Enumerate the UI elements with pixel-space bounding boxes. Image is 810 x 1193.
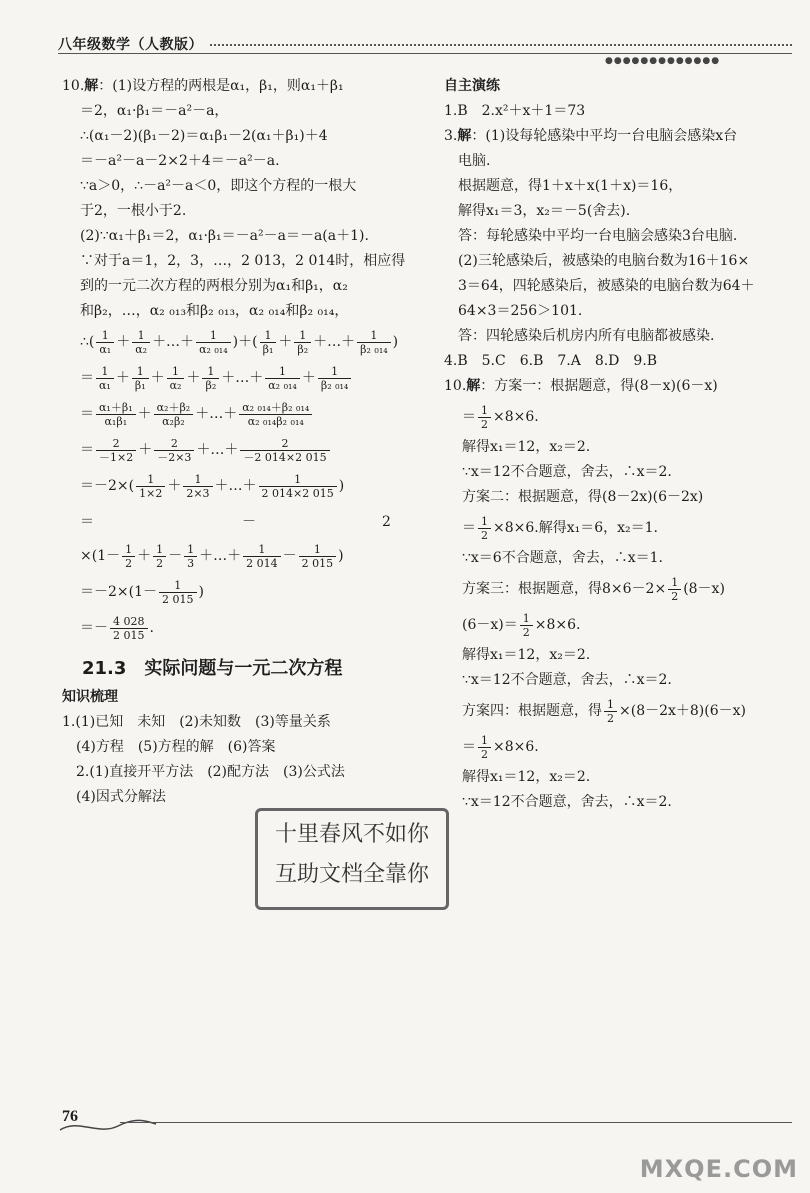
formula-text: ＋ bbox=[167, 478, 182, 494]
text-line: 和β₂，…，α₂ ₀₁₃和β₂ ₀₁₃，α₂ ₀₁₄和β₂ ₀₁₄， bbox=[80, 303, 349, 319]
fraction bbox=[604, 698, 617, 725]
formula-text: ＝－ bbox=[80, 620, 108, 636]
formula-line bbox=[444, 693, 794, 729]
text-line: ∴(α₁－2)(β₁－2)＝α₁β₁－2(α₁＋β₁)＋4 bbox=[80, 128, 328, 144]
numerator: 2 bbox=[240, 437, 329, 451]
formula-text: ＋ bbox=[301, 370, 316, 386]
numerator: 1 bbox=[520, 612, 533, 626]
formula-line bbox=[62, 538, 402, 574]
text-line: 根据题意，得1＋x＋x(1＋x)＝16， bbox=[458, 178, 683, 194]
formula-text: ＋ bbox=[115, 370, 130, 386]
formula-text: )＋( bbox=[232, 334, 258, 350]
fraction bbox=[294, 329, 311, 356]
denominator: α₂ ₀₁₄β₂ ₀₁₄ bbox=[247, 414, 304, 428]
fraction bbox=[240, 437, 329, 464]
formula-text: － bbox=[168, 548, 183, 564]
numerator: 1 bbox=[136, 473, 165, 487]
text-line: 于2，一根小于2. bbox=[80, 203, 187, 219]
text-line: 答：四轮感染后机房内所有电脑都被感染. bbox=[458, 328, 715, 344]
fraction bbox=[132, 365, 149, 392]
denominator: 2 bbox=[522, 625, 530, 639]
numerator: 1 bbox=[604, 698, 617, 712]
denominator: －2 014×2 015 bbox=[243, 450, 327, 464]
fraction bbox=[110, 615, 148, 642]
numerator: 1 bbox=[196, 329, 231, 343]
formula-line bbox=[444, 607, 794, 643]
formula-text: ×(1－ bbox=[80, 548, 121, 564]
stamp-line: 十里春风不如你 bbox=[274, 822, 429, 847]
text-line: 方案二：根据题意，得(8－2x)(6－2x) bbox=[462, 489, 704, 505]
denominator: 2 bbox=[481, 417, 488, 431]
header-rule bbox=[58, 53, 792, 54]
text-line: ∵a＞0，∴－a²－a＜0，即这个方程的一根大 bbox=[80, 178, 357, 194]
text-line: 1.(1)已知 未知 (2)未知数 (3)等量关系 bbox=[62, 714, 331, 730]
fraction bbox=[154, 437, 194, 464]
header-dotted-rule bbox=[210, 44, 792, 46]
formula-text: ＋ bbox=[150, 370, 165, 386]
denominator: 2 bbox=[125, 556, 133, 570]
numerator: 1 bbox=[183, 473, 212, 487]
numerator: 1 bbox=[184, 543, 197, 557]
text-line: ∵x＝12不合题意，舍去，∴x＝2. bbox=[462, 672, 672, 688]
numerator: 2 bbox=[96, 437, 136, 451]
numerator: α₂＋β₂ bbox=[154, 401, 194, 415]
formula-text: ×8×6. bbox=[534, 617, 581, 633]
numerator: 1 bbox=[260, 329, 277, 343]
denominator: β₂ ₀₁₄ bbox=[360, 342, 388, 356]
formula-text: ＋…＋ bbox=[221, 370, 264, 386]
formula-line bbox=[62, 396, 402, 432]
formula-line bbox=[444, 399, 794, 435]
formula-text: ＋ bbox=[137, 406, 152, 422]
page-number: 76 bbox=[62, 1108, 78, 1125]
fraction bbox=[96, 329, 114, 356]
formula-line bbox=[62, 610, 402, 646]
fraction bbox=[184, 543, 197, 570]
text-line: (4)方程 (5)方程的解 (6)答案 bbox=[76, 739, 276, 755]
formula-text: ＝－2×(1－ bbox=[80, 584, 158, 600]
denominator: 1×2 bbox=[139, 486, 163, 500]
fraction bbox=[153, 543, 166, 570]
formula-text: ＋…＋ bbox=[152, 334, 195, 350]
formula-text: ×8×6. bbox=[493, 409, 539, 425]
q10-solve-label: 解 bbox=[84, 78, 99, 94]
numerator: 1 bbox=[96, 329, 114, 343]
formula-text: . bbox=[149, 620, 154, 636]
text-line: 1.B 2.x²＋x＋1＝73 bbox=[444, 103, 586, 119]
denominator: α₂ bbox=[135, 342, 148, 356]
numerator: 1 bbox=[478, 734, 491, 748]
formula-text: ＋…＋ bbox=[214, 478, 257, 494]
left-column bbox=[62, 74, 406, 810]
denominator: α₂ ₀₁₄ bbox=[199, 342, 228, 356]
text-line: 解得x₁＝12，x₂＝2. bbox=[462, 647, 591, 663]
fraction bbox=[96, 401, 136, 428]
watermark-stamp bbox=[255, 808, 449, 910]
text-line: 解得x₁＝3，x₂＝－5(舍去). bbox=[458, 203, 631, 219]
fraction bbox=[243, 543, 281, 570]
fraction bbox=[132, 329, 150, 356]
numerator: 1 bbox=[668, 576, 681, 590]
formula-text: ＝ bbox=[80, 514, 94, 530]
q3-solve-label: 解 bbox=[457, 128, 472, 144]
formula-text: ＝ bbox=[80, 442, 94, 458]
numerator: α₁＋β₁ bbox=[96, 401, 136, 415]
formula-text: ＝ bbox=[462, 409, 476, 425]
formula-text: ＋…＋ bbox=[195, 406, 238, 422]
numerator: α₂ ₀₁₄＋β₂ ₀₁₄ bbox=[239, 401, 312, 415]
formula-text: ＋ bbox=[138, 442, 153, 458]
fraction bbox=[478, 404, 491, 431]
denominator: β₂ bbox=[297, 342, 309, 356]
q10-solve-label: 解 bbox=[466, 378, 481, 394]
section-title: 21.3 实际问题与一元二次方程 bbox=[82, 658, 343, 679]
fraction bbox=[318, 365, 352, 392]
text-line: ：(1)设方程的两根是α₁，β₁，则α₁＋β₁ bbox=[98, 78, 344, 94]
numerator: 2 bbox=[154, 437, 194, 451]
numerator: 1 bbox=[132, 329, 150, 343]
text-line: 3＝64，四轮感染后，被感染的电脑台数为64＋ bbox=[458, 278, 755, 294]
denominator: 2 bbox=[671, 589, 679, 603]
fraction bbox=[239, 401, 312, 428]
fraction bbox=[259, 473, 337, 500]
formula-text: ＝ bbox=[462, 520, 476, 536]
formula-line bbox=[444, 729, 794, 765]
formula-text: ∴( bbox=[80, 334, 95, 350]
fraction bbox=[357, 329, 391, 356]
numerator: 1 bbox=[259, 473, 337, 487]
text-line: (2)三轮感染后，被感染的电脑台数为16＋16× bbox=[458, 253, 750, 269]
text-line: 解得x₁＝12，x₂＝2. bbox=[462, 769, 591, 785]
numerator: 1 bbox=[318, 365, 352, 379]
text-line: 解得x₁＝12，x₂＝2. bbox=[462, 439, 591, 455]
denominator: α₁β₁ bbox=[104, 414, 128, 428]
formula-text: － bbox=[282, 548, 297, 564]
book-header: 八年级数学（人教版） bbox=[58, 37, 203, 53]
numerator: 1 bbox=[294, 329, 311, 343]
formula-text: ＋ bbox=[186, 370, 201, 386]
formula-text: ×8×6.解得x₁＝6，x₂＝1. bbox=[493, 520, 659, 536]
formula-line bbox=[62, 504, 402, 538]
formula-text: ＝－2×( bbox=[80, 478, 135, 494]
denominator: 2 015 bbox=[113, 628, 145, 642]
text-line: (2)∵α₁＋β₁＝2，α₁·β₁＝－a²－a＝－a(a＋1). bbox=[80, 228, 369, 244]
formula-line bbox=[62, 360, 402, 396]
denominator: －2×3 bbox=[157, 450, 192, 464]
q3-number: 3. bbox=[444, 128, 458, 144]
denominator: 2 bbox=[481, 528, 488, 542]
formula-text: ×(8－2x＋8)(6－x) bbox=[619, 703, 746, 719]
formula-text: ＋…＋ bbox=[313, 334, 356, 350]
fraction bbox=[299, 543, 337, 570]
text-line: (4)因式分解法 bbox=[76, 789, 166, 805]
formula-text: ) bbox=[392, 334, 399, 350]
fraction bbox=[202, 365, 219, 392]
numerator: 1 bbox=[159, 579, 197, 593]
numerator: 1 bbox=[478, 404, 491, 418]
fraction bbox=[183, 473, 212, 500]
text-line: 2.(1)直接开平方法 (2)配方法 (3)公式法 bbox=[76, 764, 345, 780]
text-line: ∵x＝6不合题意，舍去，∴x＝1. bbox=[462, 550, 663, 566]
denominator: α₂ bbox=[169, 378, 182, 392]
numerator: 1 bbox=[265, 365, 300, 379]
numerator: 4 028 bbox=[110, 615, 148, 629]
formula-text: (6－x)＝ bbox=[462, 617, 518, 633]
formula-text: ×8×6. bbox=[493, 739, 539, 755]
footer-rule bbox=[120, 1122, 792, 1123]
denominator: 3 bbox=[187, 556, 195, 570]
formula-text: 方案三：根据题意，得8×6－2× bbox=[462, 581, 667, 597]
denominator: 2 bbox=[156, 556, 164, 570]
denominator: α₁ bbox=[99, 342, 112, 356]
formula-text: ) bbox=[338, 478, 345, 494]
denominator: β₁ bbox=[134, 378, 146, 392]
fraction bbox=[159, 579, 197, 606]
fraction bbox=[136, 473, 165, 500]
denominator: 2×3 bbox=[186, 486, 210, 500]
formula-text: ) bbox=[338, 548, 344, 564]
denominator: －1×2 bbox=[99, 450, 134, 464]
text-line: ∵对于a＝1，2，3，…，2 013，2 014时，相应得 bbox=[80, 253, 406, 269]
numerator: 1 bbox=[478, 515, 491, 529]
denominator: β₂ ₀₁₄ bbox=[320, 378, 349, 392]
formula-text: 2 bbox=[382, 514, 391, 530]
denominator: 2 bbox=[607, 711, 614, 725]
formula-text: ＝ bbox=[80, 406, 94, 422]
denominator: β₂ bbox=[205, 378, 217, 392]
formula-line bbox=[62, 432, 402, 468]
denominator: 2 014 bbox=[246, 556, 278, 570]
formula-text: ) bbox=[198, 584, 204, 600]
fraction bbox=[520, 612, 533, 639]
formula-text: (8－x) bbox=[683, 581, 725, 597]
text-line: ＝2，α₁·β₁＝－a²－a， bbox=[80, 103, 229, 119]
formula-text: ＋ bbox=[278, 334, 293, 350]
fraction bbox=[154, 401, 194, 428]
numerator: 1 bbox=[153, 543, 166, 557]
numerator: 1 bbox=[243, 543, 281, 557]
text-line: 64×3＝256＞101. bbox=[458, 303, 583, 319]
numerator: 1 bbox=[202, 365, 219, 379]
fraction bbox=[478, 515, 491, 542]
numerator: 1 bbox=[96, 365, 114, 379]
denominator: 2 bbox=[481, 747, 488, 761]
fraction bbox=[478, 734, 491, 761]
subsection-title: 知识梳理 bbox=[62, 689, 118, 705]
fraction bbox=[196, 329, 231, 356]
numerator: 1 bbox=[299, 543, 337, 557]
text-line: 4.B 5.C 6.B 7.A 8.D 9.B bbox=[444, 353, 658, 369]
formula-text: ＋…＋ bbox=[199, 548, 242, 564]
formula-line bbox=[444, 510, 794, 546]
fraction bbox=[122, 543, 135, 570]
formula-text: ＝ bbox=[80, 370, 94, 386]
denominator: α₁ bbox=[99, 378, 111, 392]
q10-number: 10. bbox=[444, 378, 467, 394]
formula-text: － bbox=[242, 514, 256, 530]
fraction bbox=[265, 365, 300, 392]
fraction bbox=[668, 576, 681, 603]
fraction bbox=[96, 365, 114, 392]
denominator: 2 015 bbox=[162, 592, 194, 606]
text-line: ：(1)设每轮感染中平均一台电脑会感染x台 bbox=[471, 128, 738, 144]
text-line: ∵x＝12不合题意，舍去，∴x＝2. bbox=[462, 464, 672, 480]
formula-text: ＋ bbox=[137, 548, 152, 564]
numerator: 1 bbox=[132, 365, 149, 379]
numerator: 1 bbox=[122, 543, 135, 557]
formula-text: ＝ bbox=[462, 739, 476, 755]
denominator: α₂β₂ bbox=[162, 414, 185, 428]
text-line: ∵x＝12不合题意，舍去，∴x＝2. bbox=[462, 794, 672, 810]
fraction bbox=[96, 437, 136, 464]
text-line: ＝－a²－a－2×2＋4＝－a²－a. bbox=[80, 153, 280, 169]
formula-text: ＋…＋ bbox=[196, 442, 239, 458]
text-line: 答：每轮感染中平均一台电脑会感染3台电脑. bbox=[458, 228, 738, 244]
formula-line bbox=[62, 468, 402, 504]
denominator: 2 014×2 015 bbox=[261, 486, 334, 500]
denominator: α₂ ₀₁₄ bbox=[268, 378, 297, 392]
formula-text: ＋ bbox=[116, 334, 131, 350]
numerator: 1 bbox=[357, 329, 391, 343]
numerator: 1 bbox=[167, 365, 185, 379]
fraction bbox=[167, 365, 185, 392]
fraction bbox=[260, 329, 277, 356]
right-column bbox=[444, 74, 794, 815]
subsection-title: 自主演练 bbox=[444, 78, 500, 94]
text-line: 电脑. bbox=[458, 153, 491, 169]
denominator: β₁ bbox=[262, 342, 274, 356]
text-line: 到的一元二次方程的两根分别为α₁和β₁，α₂ bbox=[80, 278, 348, 294]
q10-number: 10. bbox=[62, 78, 85, 94]
denominator: 2 015 bbox=[301, 556, 334, 570]
formula-line bbox=[62, 324, 402, 360]
formula-line bbox=[62, 574, 402, 610]
formula-line bbox=[444, 571, 794, 607]
stamp-line: 互助文档全靠你 bbox=[274, 862, 429, 887]
formula-text: 方案四：根据题意，得 bbox=[462, 703, 602, 719]
text-line: ：方案一：根据题意，得(8－x)(6－x) bbox=[480, 378, 718, 394]
header-deco-dots: ●●●●●●●●●●●●● bbox=[605, 56, 721, 66]
site-watermark: MXQE.COM bbox=[639, 1155, 798, 1183]
